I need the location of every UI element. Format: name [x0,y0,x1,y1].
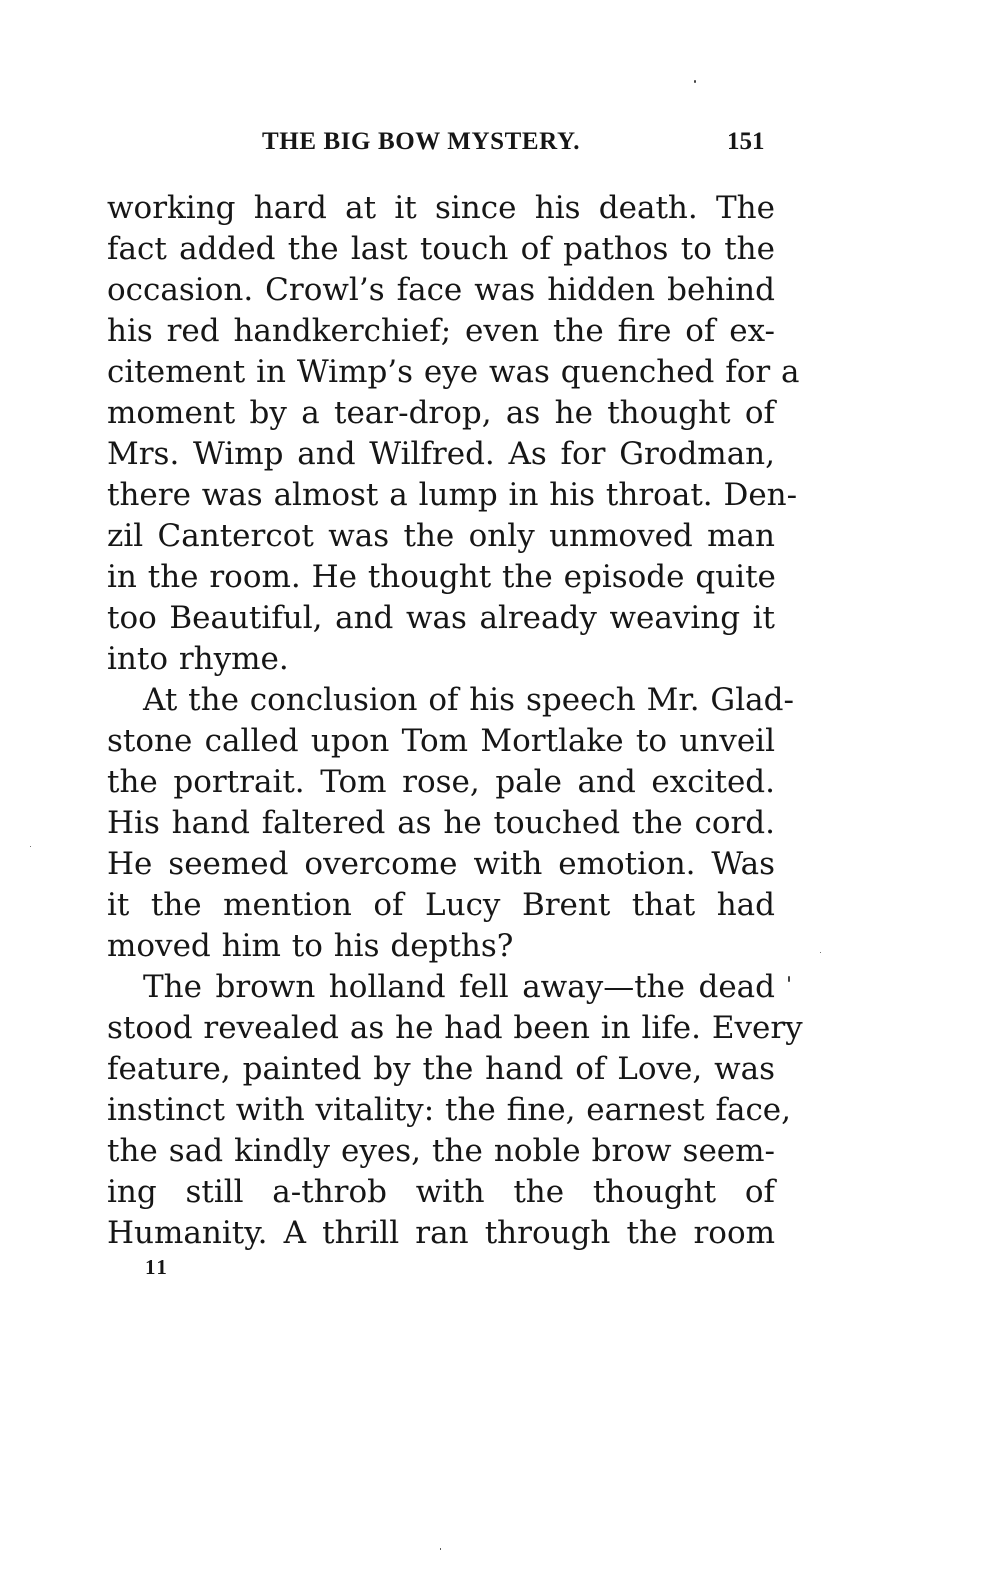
text-line: zil Cantercot was the only unmoved man [107,518,775,554]
text-line: into rhyme. [107,641,289,677]
paragraph [107,188,800,680]
text-line: too Beautiful, and was already weaving it [107,600,775,636]
text-line: occasion. Crowl’s face was hidden behind [107,272,775,308]
text-line: feature, painted by the hand of Love, was [107,1051,775,1087]
text-line: the portrait. Tom rose, pale and excited. [107,764,775,800]
text-line: fact added the last touch of pathos to the [107,231,775,267]
paragraph [107,680,794,967]
text-line: his red handkerchief; even the fire of ex- [107,313,775,349]
text-line: Mrs. Wimp and Wilfred. As for Grodman, [107,436,775,472]
text-line: His hand faltered as he touched the cord. [107,805,775,841]
text-line: there was almost a lump in his throat. Den- [107,477,798,513]
text-line: Humanity. A thrill ran through the room [107,1215,775,1251]
text-line: ing still a-throb with the thought of [107,1174,775,1210]
text-line: the sad kindly eyes, the noble brow seem- [107,1133,775,1169]
running-head [0,128,981,168]
scan-speck [440,1548,441,1550]
paragraph [107,967,803,1254]
text-line: moved him to his depths? [107,928,514,964]
text-line: it the mention of Lucy Brent that had [107,887,775,923]
text-line: The brown holland fell away—the dead [143,969,775,1005]
body-text [107,188,803,1254]
scan-speck [694,80,696,83]
scan-speck [820,952,821,953]
text-line: stood revealed as he had been in life. Every [107,1010,803,1046]
scan-speck [30,846,31,847]
scan-speck [788,976,790,982]
page-number: 151 [727,128,765,155]
signature-mark: 11 [145,1255,169,1279]
text-line: stone called upon Tom Mortlake to unveil [107,723,775,759]
text-line: working hard at it since his death. The [107,190,775,226]
text-line: instinct with vitality: the fine, earnest face, [107,1092,792,1128]
text-line: At the conclusion of his speech Mr. Glad- [143,682,794,718]
text-line: moment by a tear-drop, as he thought of [107,395,775,431]
text-line: He seemed overcome with emotion. Was [107,846,775,882]
text-line: citement in Wimp’s eye was quenched for a [107,354,800,390]
running-title: THE BIG BOW MYSTERY. [262,128,581,155]
text-line: in the room. He thought the episode quite [107,559,776,595]
